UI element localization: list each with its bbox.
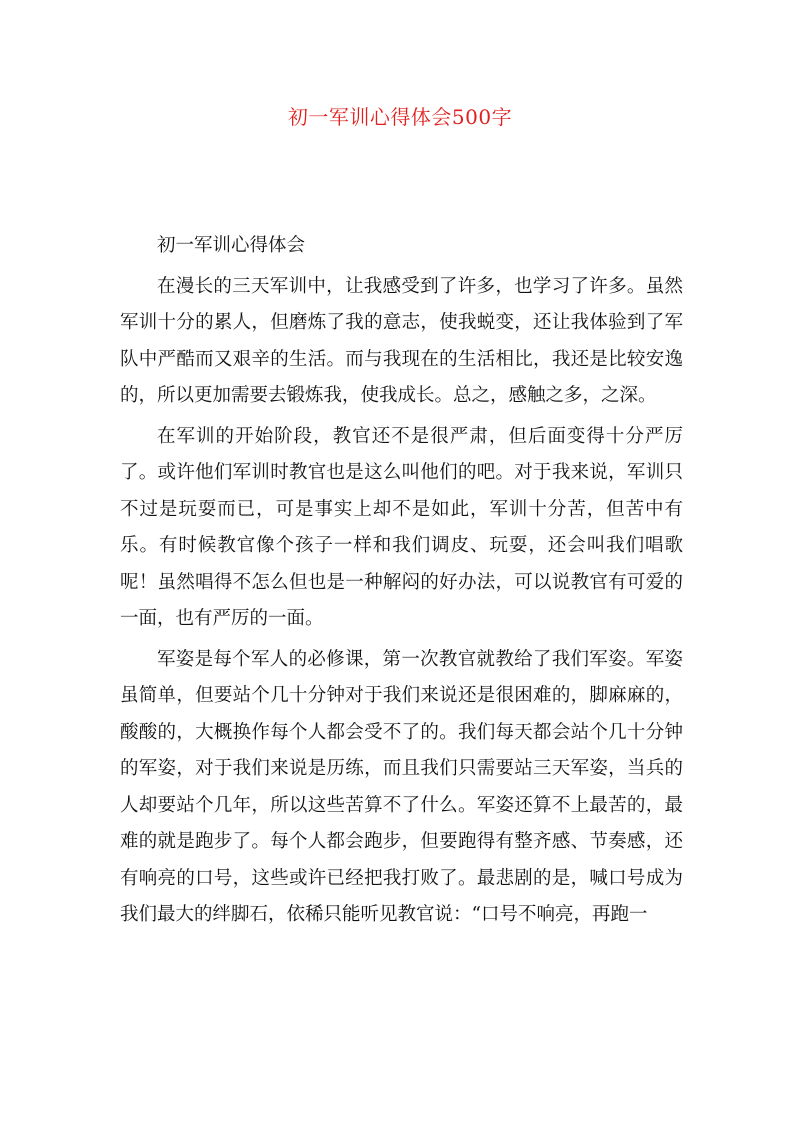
paragraph-1: 在漫长的三天军训中，让我感受到了许多，也学习了许多。虽然军训十分的累人，但磨炼了我的意志，使我蜕变，还让我体验到了军队中严酷而又艰辛的生活。而与我现在的生活相比，我还是比较安逸的，所以更加需要去锻炼我，使我成长。总之，感触之多，之深。 bbox=[120, 275, 683, 406]
paragraph-3: 军姿是每个军人的必修课，第一次教官就教给了我们军姿。军姿虽简单，但要站个几十分钟对于我们来说还是很困难的，脚麻麻的，酸酸的，大概换作每个人都会受不了的。我们每天都会站个几十分钟的军姿，对于我们来说是历练，而且我们只需要站三天军姿，当兵的人却要站个几年，所以这些苦算不了什么。军姿还算不上最苦的，最难的就是跑步了。每个人都会跑步，但要跑得有整齐感、节奏感，还有响亮的口号，这些或许已经把我打败了。最悲剧的是，喊口号成为我们最大的绊脚石，依稀只能听见教官说：“口号不响亮，再跑一 bbox=[120, 648, 683, 925]
paragraph-2: 在军训的开始阶段，教官还不是很严肃，但后面变得十分严厉了。或许他们军训时教官也是这么叫他们的吧。对于我来说，军训只不过是玩耍而已，可是事实上却不是如此，军训十分苦，但苦中有乐。有时候教官像个孩子一样和我们调皮、玩耍，还会叫我们唱歌呢！虽然唱得不怎么但也是一种解闷的好办法，可以说教官有可爱的一面，也有严厉的一面。 bbox=[120, 425, 683, 629]
document-body bbox=[120, 228, 683, 938]
document-title: 初一军训心得体会500字 bbox=[287, 105, 513, 129]
section-heading: 初一军训心得体会 bbox=[157, 235, 306, 256]
